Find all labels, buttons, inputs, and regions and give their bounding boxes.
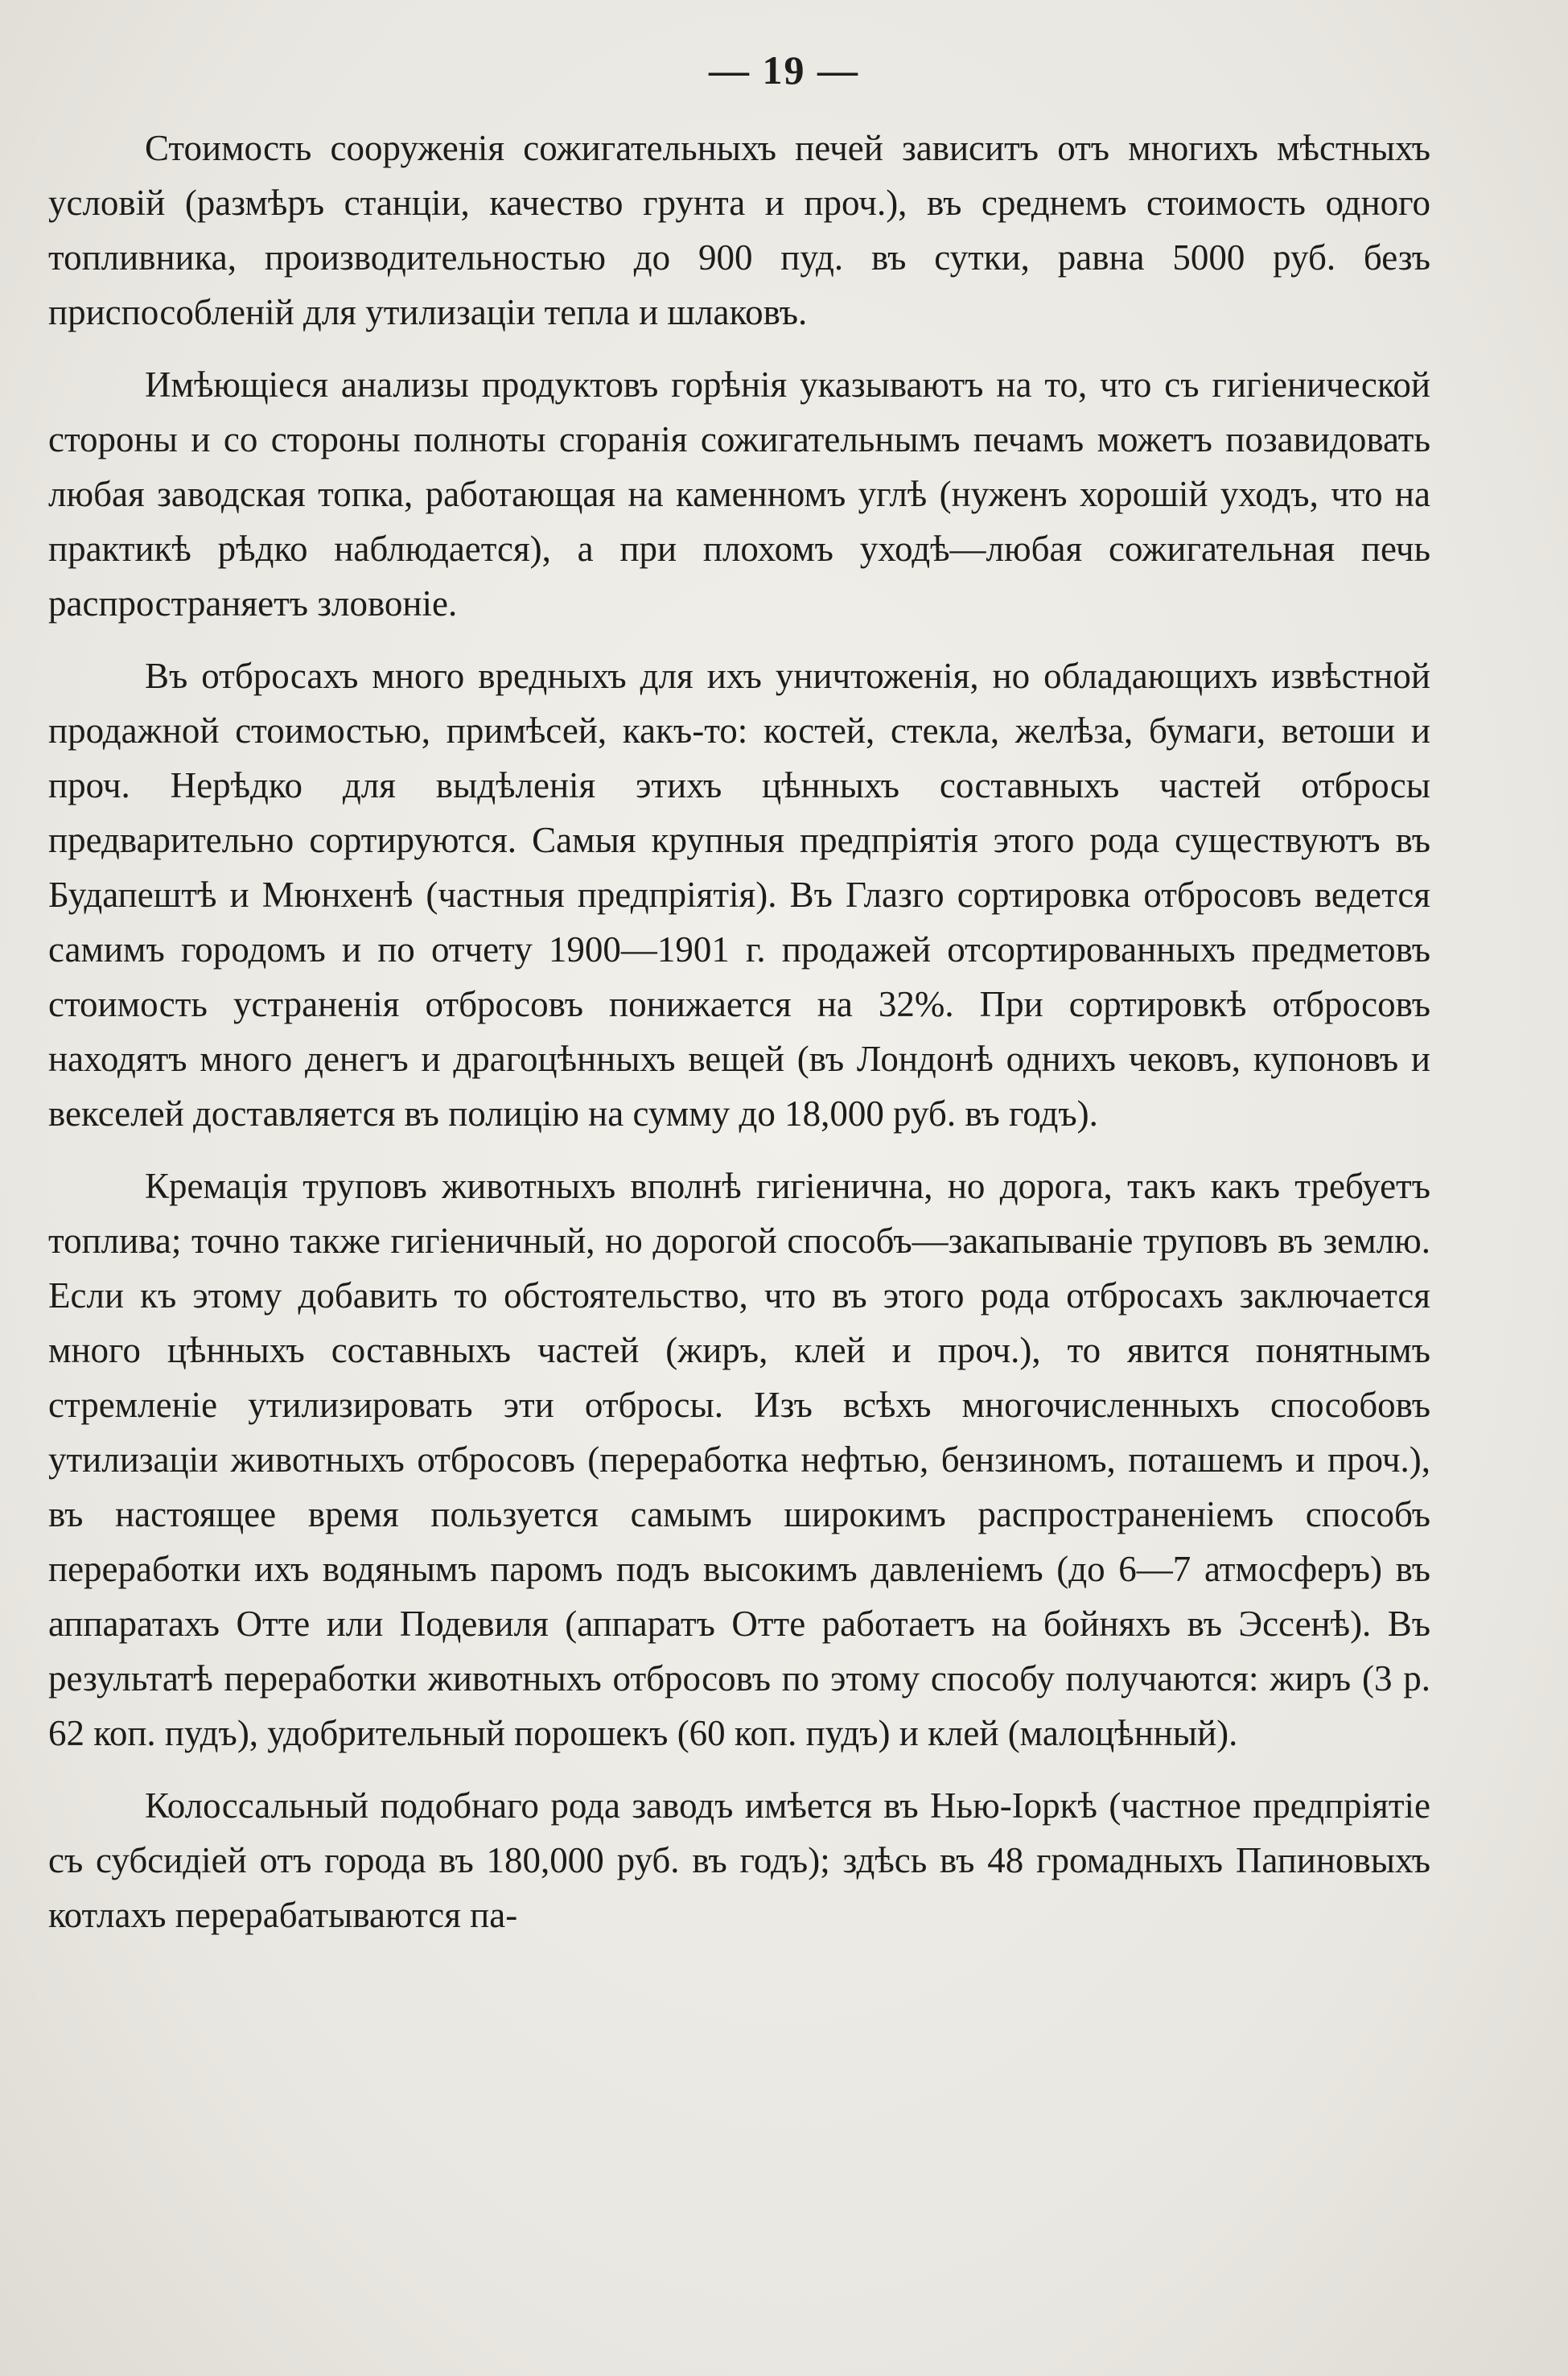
page-number: — 19 — <box>709 47 859 93</box>
paragraph-animal-carcass-utilization: Кремація труповъ животныхъ вполнѣ гигіенична, но дорога, такъ какъ требуетъ топлива; точно также гигіеничный, но дорогой способъ—закапываніе труповъ въ землю. Если къ этому добавить то обстоятельство, что въ этого рода отбросахъ заключается много цѣнныхъ составныхъ частей (жиръ, клей и проч.), то явится понятнымъ стремленіе утилизировать эти отбросы. Изъ всѣхъ многочисленныхъ способовъ утилизаціи животныхъ отбросовъ (переработка нефтью, бензиномъ, поташемъ и проч.), въ настоящее время пользуется самымъ широкимъ распространеніемъ способъ переработки ихъ водянымъ паромъ подъ высокимъ давленіемъ (до 6—7 атмосферъ) въ аппаратахъ Отте или Подевиля (аппаратъ Отте работаетъ на бойняхъ въ Эссенѣ). Въ результатѣ переработки животныхъ отбросовъ по этому способу получаются: жиръ (3 р. 62 коп. пудъ), удобрительный порошекъ (60 коп. пудъ) и клей (малоцѣнный). <box>48 1166 1430 1753</box>
paragraph-cremation-ovens-cost: Стоимость сооруженія сожигательныхъ печей зависитъ отъ многихъ мѣстныхъ условій (размѣръ станціи, качество грунта и проч.), въ среднемъ стоимость одного топливника, производительностью до 900 пуд. въ сутки, равна 5000 руб. безъ приспособленій для утилизаціи тепла и шлаковъ. <box>48 128 1430 332</box>
paragraph-combustion-analysis: Имѣющіеся анализы продуктовъ горѣнія указываютъ на то, что съ гигіенической стороны и со стороны полноты сгоранія сожигательнымъ печамъ можетъ позавидовать любая заводская топка, работающая на каменномъ углѣ (нуженъ хорошій уходъ, что на практикѣ рѣдко наблюдается), а при плохомъ уходѣ—любая сожигательная печь распространяетъ зловоніе. <box>48 364 1430 624</box>
paragraph-waste-sorting: Въ отбросахъ много вредныхъ для ихъ уничтоженія, но обладающихъ извѣстной продажной стоимостью, примѣсей, какъ-то: костей, стекла, желѣза, бумаги, ветоши и проч. Нерѣдко для выдѣленія этихъ цѣнныхъ составныхъ частей отбросы предварительно сортируются. Самыя крупныя предпріятія этого рода существуютъ въ Будапештѣ и Мюнхенѣ (частныя предпріятія). Въ Глазго сортировка отбросовъ ведется самимъ городомъ и по отчету 1900—1901 г. продажей отсортированныхъ предметовъ стоимость устраненія отбросовъ понижается на 32%. При сортировкѣ отбросовъ находятъ много денегъ и драгоцѣнныхъ вещей (въ Лондонѣ однихъ чековъ, купоновъ и векселей доставляется въ полицію на сумму до 18,000 руб. въ годъ). <box>48 656 1430 1134</box>
paragraph-new-york-plant: Колоссальный подобнаго рода заводъ имѣется въ Нью-Іоркѣ (частное предпріятіе съ субсидіей отъ города въ 180,000 руб. въ годъ); здѣсь въ 48 громадныхъ Папиновыхъ котлахъ перерабатываются па- <box>48 1785 1430 1935</box>
body-text <box>48 121 1430 1960</box>
